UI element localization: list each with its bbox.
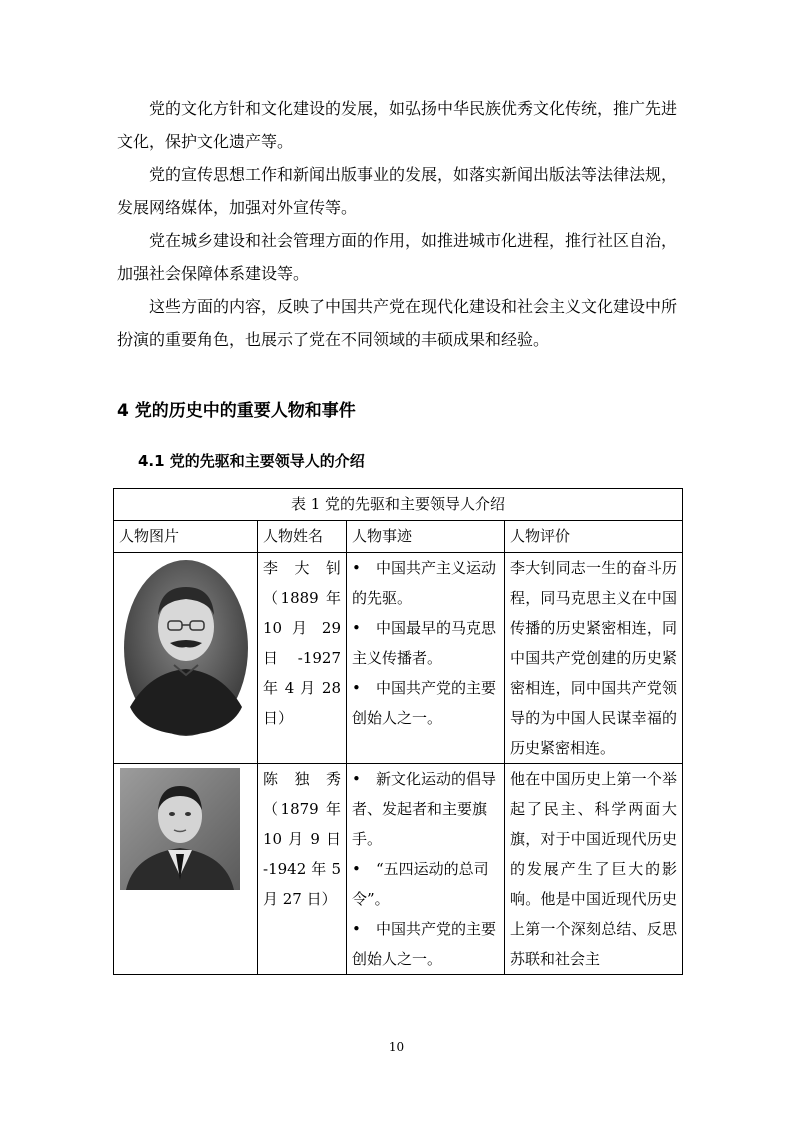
page-number: 10	[388, 1040, 405, 1054]
bullet-icon: •	[352, 860, 361, 878]
list-item: • 中国最早的马克思主义传播者。	[352, 613, 499, 673]
header-evaluation: 人物评价	[505, 521, 683, 553]
deeds-cell	[347, 764, 505, 975]
list-item: • 中国共产主义运动的先驱。	[352, 553, 499, 613]
bullet-icon: •	[352, 920, 361, 938]
bullet-icon: •	[352, 679, 361, 697]
leaders-table	[113, 488, 683, 975]
paragraph-urban-rural: 党在城乡建设和社会管理方面的作用，如推进城市化进程，推行社区自治，加强社会保障体系建设等。	[117, 231, 678, 283]
list-item: • 中国共产党的主要创始人之一。	[352, 673, 499, 733]
bullet-icon: •	[352, 559, 361, 577]
table-header-row	[114, 521, 683, 553]
table-caption: 表 1 党的先驱和主要领导人介绍	[114, 489, 683, 521]
header-name: 人物姓名	[258, 521, 347, 553]
table-caption-row	[114, 489, 683, 521]
photo-cell	[114, 553, 258, 764]
section-heading: 4 党的历史中的重要人物和事件	[117, 401, 356, 421]
portrait-photo-li-dazhao	[120, 557, 251, 739]
table-row	[114, 764, 683, 975]
header-deeds: 人物事迹	[347, 521, 505, 553]
leader-name: 陈 独 秀（1879 年 10 月 9 日 -1942 年 5 月 27 日）	[258, 764, 347, 975]
table-row	[114, 553, 683, 764]
subsection-heading: 4.1 党的先驱和主要领导人的介绍	[138, 452, 365, 470]
portrait-photo-chen-duxiu	[120, 768, 251, 890]
leader-name: 李 大 钊（1889 年 10 月 29 日 -1927 年 4 月 28 日）	[258, 553, 347, 764]
bullet-icon: •	[352, 770, 361, 788]
paragraph-culture: 党的文化方针和文化建设的发展，如弘扬中华民族优秀文化传统，推广先进文化，保护文化遗产等。	[117, 99, 678, 151]
photo-cell	[114, 764, 258, 975]
list-item: • “五四运动的总司令”。	[352, 854, 499, 914]
evaluation-cell: 李大钊同志一生的奋斗历程，同马克思主义在中国传播的历史紧密相连，同中国共产党创建的历史紧密相连，同中国共产党领导的为中国人民谋幸福的历史紧密相连。	[505, 553, 683, 764]
deeds-cell	[347, 553, 505, 764]
evaluation-cell: 他在中国历史上第一个举起了民主、科学两面大旗，对于中国近现代历史的发展产生了巨大的影响。他是中国近现代历史上第一个深刻总结、反思苏联和社会主	[505, 764, 683, 975]
list-item: • 新文化运动的倡导者、发起者和主要旗手。	[352, 764, 499, 854]
list-item: • 中国共产党的主要创始人之一。	[352, 914, 499, 974]
paragraph-propaganda: 党的宣传思想工作和新闻出版事业的发展，如落实新闻出版法等法律法规，发展网络媒体，加强对外宣传等。	[117, 165, 678, 217]
bullet-icon: •	[352, 619, 361, 637]
header-photo: 人物图片	[114, 521, 258, 553]
paragraph-summary: 这些方面的内容，反映了中国共产党在现代化建设和社会主义文化建设中所扮演的重要角色，也展示了党在不同领域的丰硕成果和经验。	[117, 297, 678, 349]
